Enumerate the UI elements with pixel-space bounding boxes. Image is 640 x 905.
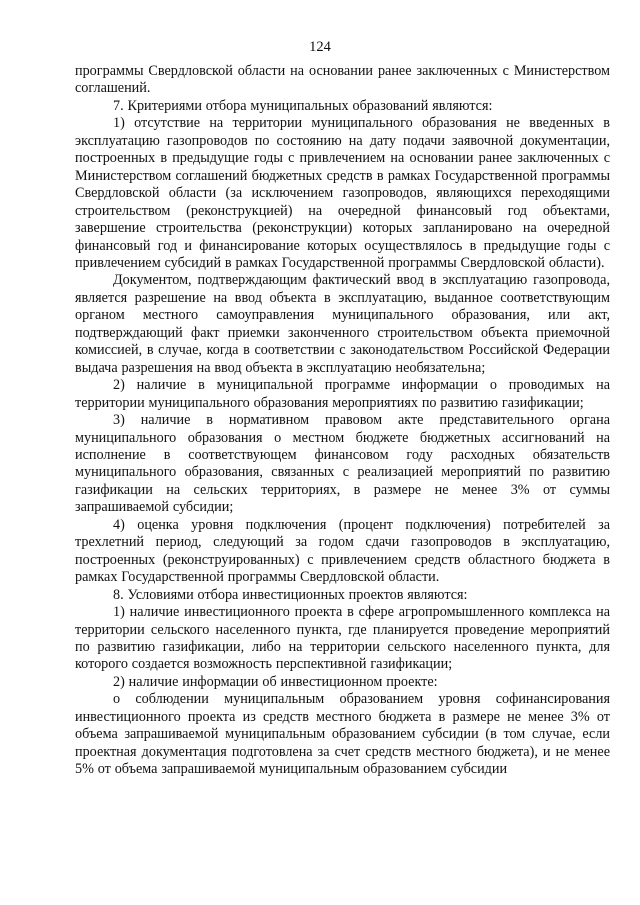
paragraph-criterion-1: 1) отсутствие на территории муниципального образования не введенных в эксплуатацию газопроводов по состоянию на дату подачи заявочной документации, построенных в предыдущие годы с привлечением на основании ранее заключенных с Министерством соглашений бюджетных средств в рамках Государственной программы Свердловской области (за исключением газопроводов, являющихся переходящими строительством (реконструкцией) на очередной финансовый год объектами, завершение строительства (реконструкции) которых запланировано на очередной финансовый год и финансирование которых осуществлялось в предыдущие годы с привлечением субсидий в рамках Государственной программы Свердловской области). — [75, 115, 610, 271]
paragraph-criterion-4: 4) оценка уровня подключения (процент подключения) потребителей за трехлетний период, следующий за годом сдачи газопроводов в эксплуатацию, построенных (реконструированных) с привлечением средств областного бюджета в рамках Государственной программы Свердловской области. — [75, 516, 610, 586]
paragraph-criterion-2: 2) наличие в муниципальной программе информации о проводимых на территории муниципального образования мероприятиях по развитию газификации; — [75, 377, 610, 411]
page-number: 124 — [309, 39, 331, 55]
paragraph-criteria-heading: 7. Критериями отбора муниципальных образований являются: — [113, 97, 493, 114]
paragraph-conditions-heading: 8. Условиями отбора инвестиционных проектов являются: — [113, 586, 468, 603]
paragraph-criterion-1-document: Документом, подтверждающим фактический ввод в эксплуатацию газопровода, является разрешение на ввод объекта в эксплуатацию, выданное соответствующим органом местного самоуправления муниципального образования, или акт, подтверждающий факт приемки законченного строительством объекта приемочной комиссией, в случае, когда в соответствии с законодательством Российской Федерации выдача разрешения на ввод объекта в эксплуатацию необязательна; — [75, 272, 610, 376]
paragraph-condition-2: 2) наличие информации об инвестиционном проекте: — [113, 673, 438, 690]
paragraph-condition-1: 1) наличие инвестиционного проекта в сфере агропромышленного комплекса на территории сельского населенного пункта, где планируется проведение мероприятий по развитию газификации, либо на территории сельского населенного пункта, для которого создается возможность перспективной газификации; — [75, 604, 610, 673]
paragraph-continuation: программы Свердловской области на основании ранее заключенных с Министерством соглашений. — [75, 63, 610, 97]
document-body — [75, 63, 610, 779]
paragraph-criterion-3: 3) наличие в нормативном правовом акте представительного органа муниципального образования о местном бюджете бюджетных ассигнований на исполнение в соответствующем финансовом году расходных обязательств муниципального образования, связанных с реализацией мероприятий по развитию газификации на сельских территориях, в размере не менее 3% от суммы запрашиваемой субсидии; — [75, 412, 610, 516]
paragraph-condition-2-cofinancing: о соблюдении муниципальным образованием уровня софинансирования инвестиционного проекта из средств местного бюджета в размере не менее 3% от объема запрашиваемой муниципальным образованием субсидии (в том случае, если проектная документация подготовлена за счет средств местного бюджета), и не менее 5% от объема запрашиваемой муниципальным образованием субсидии — [75, 691, 610, 778]
